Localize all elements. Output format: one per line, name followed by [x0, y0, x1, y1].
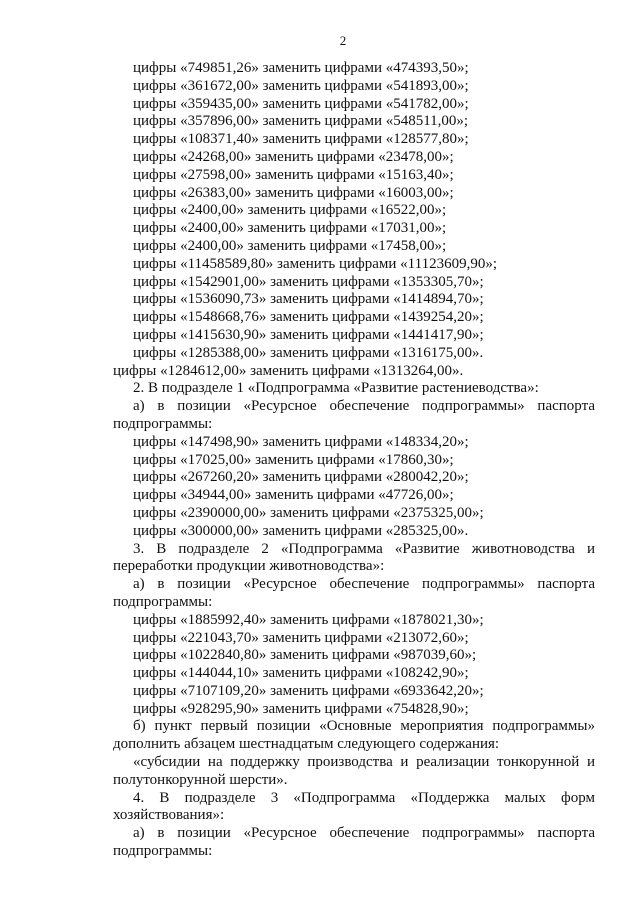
section-3-item-a: а) в позиции «Ресурсное обеспечение подпрограммы» паспорта подпрограммы: — [113, 576, 595, 610]
replacement-line: цифры «1548668,76» заменить цифрами «1439254,20»; — [133, 309, 484, 326]
page-number: 2 — [339, 33, 347, 48]
replacement-line: цифры «17025,00» заменить цифрами «17860,30»; — [133, 451, 454, 468]
replacement-line: цифры «1415630,90» заменить цифрами «1441417,90»; — [133, 326, 484, 343]
section-2-item-a: а) в позиции «Ресурсное обеспечение подпрограммы» паспорта подпрограммы: — [113, 398, 595, 432]
replacement-line: цифры «359435,00» заменить цифрами «541782,00»; — [133, 95, 469, 112]
replacement-line: цифры «2390000,00» заменить цифрами «2375325,00»; — [133, 504, 484, 521]
replacement-line: цифры «267260,20» заменить цифрами «280042,20»; — [133, 469, 469, 486]
replacement-line: цифры «749851,26» заменить цифрами «474393,50»; — [133, 60, 469, 76]
section-4-item-a: а) в позиции «Ресурсное обеспечение подпрограммы» паспорта подпрограммы: — [113, 825, 595, 860]
replacement-line: цифры «928295,90» заменить цифрами «754828,90»; — [133, 700, 469, 717]
replacement-line: цифры «361672,00» заменить цифрами «541893,00»; — [133, 77, 469, 94]
section-3-item-b: б) пункт первый позиции «Основные мероприятия подпрограммы» дополнить абзацем шестнадцатым следующего содержания: — [113, 718, 595, 753]
replacement-line: цифры «2400,00» заменить цифрами «16522,00»; — [133, 202, 447, 219]
replacement-list-1 — [113, 60, 595, 363]
replacement-list-2 — [113, 434, 595, 541]
replacement-line: цифры «357896,00» заменить цифрами «548511,00»; — [133, 113, 469, 130]
replacement-line: цифры «34944,00» заменить цифрами «47726,00»; — [133, 487, 454, 504]
replacement-line: цифры «26383,00» заменить цифрами «16003,00»; — [133, 184, 454, 201]
replacement-line: цифры «144044,10» заменить цифрами «108242,90»; — [133, 665, 469, 682]
replacement-line: цифры «1536090,73» заменить цифрами «1414894,70»; — [133, 291, 484, 308]
section-2-heading: 2. В подразделе 1 «Подпрограмма «Развитие растениеводства»: — [133, 380, 539, 397]
replacement-line: цифры «1284612,00» заменить цифрами «1313264,00». — [113, 362, 464, 379]
section-4-heading: 4. В подразделе 3 «Подпрограмма «Поддержка малых форм хозяйствования»: — [113, 789, 595, 824]
section-3-quote: «субсидии на поддержку производства и реализации тонкорунной и полутонкорунной шерсти». — [113, 754, 595, 788]
replacement-line: цифры «1285388,00» заменить цифрами «1316175,00». — [133, 344, 484, 361]
replacement-line: цифры «1542901,00» заменить цифрами «1353305,70»; — [133, 273, 484, 290]
replacement-line: цифры «300000,00» заменить цифрами «285325,00». — [133, 522, 469, 539]
replacement-line: цифры «24268,00» заменить цифрами «23478,00»; — [133, 148, 454, 165]
replacement-line: цифры «27598,00» заменить цифрами «15163,40»; — [133, 166, 454, 183]
replacement-line: цифры «2400,00» заменить цифрами «17458,00»; — [133, 237, 447, 254]
replacement-line: цифры «7107109,20» заменить цифрами «6933642,20»; — [133, 682, 484, 699]
replacement-line: цифры «1885992,40» заменить цифрами «1878021,30»; — [133, 611, 484, 628]
replacement-line: цифры «221043,70» заменить цифрами «213072,60»; — [133, 629, 469, 646]
replacement-line: цифры «11458589,80» заменить цифрами «11123609,90»; — [133, 255, 497, 272]
replacement-line: цифры «1022840,80» заменить цифрами «987039,60»; — [133, 647, 477, 664]
section-3-heading: 3. В подразделе 2 «Подпрограмма «Развитие животноводства и переработки продукции животноводства»: — [113, 540, 595, 575]
document-body — [113, 60, 595, 861]
replacement-list-3 — [113, 612, 595, 719]
replacement-line: цифры «108371,40» заменить цифрами «128577,80»; — [133, 131, 469, 148]
replacement-line: цифры «2400,00» заменить цифрами «17031,00»; — [133, 220, 447, 237]
replacement-line: цифры «147498,90» заменить цифрами «148334,20»; — [133, 433, 469, 450]
